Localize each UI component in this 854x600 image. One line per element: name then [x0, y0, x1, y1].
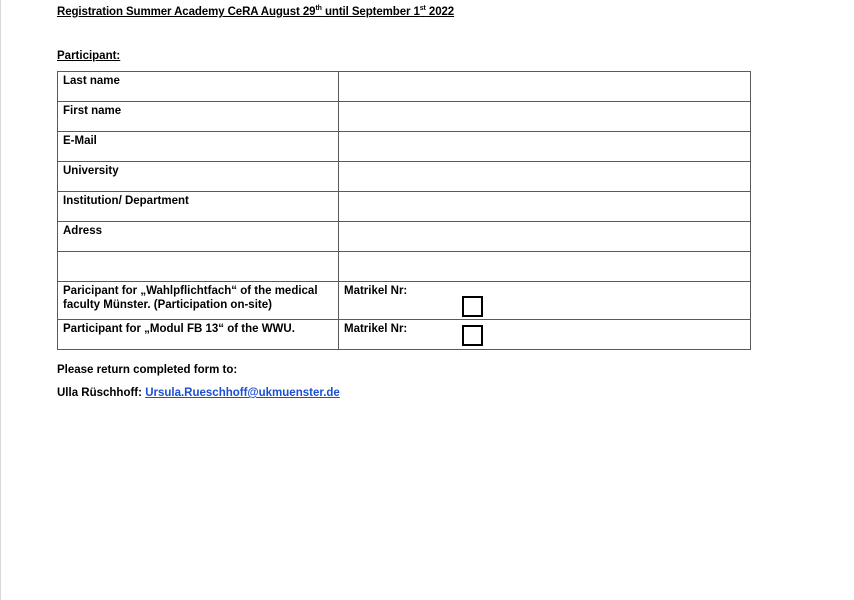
address-label: Adress: [58, 222, 339, 252]
registration-form-table: [57, 71, 751, 350]
page-edge: [0, 0, 1, 600]
contact-line: [57, 387, 340, 399]
contact-email-link[interactable]: Ursula.Rueschhoff@ukmuenster.de: [145, 387, 340, 399]
matrikel-label: Matrikel Nr:: [344, 285, 408, 297]
last-name-label: Last name: [58, 72, 339, 102]
wahlpflichtfach-matrikel-cell[interactable]: [339, 282, 751, 320]
contact-name: Ulla Rüschhoff:: [57, 387, 142, 399]
university-field[interactable]: [339, 162, 751, 192]
institution-label: Institution/ Department: [58, 192, 339, 222]
table-row: [58, 192, 751, 222]
modul-fb13-label-line1: Participant for „Modul FB 13“ of the WWU.: [63, 323, 295, 335]
return-instructions: Please return completed form to:: [57, 364, 238, 376]
document-title: Registration Summer Academy CeRA August 29th until September 1st 2022: [57, 5, 455, 18]
table-row: [58, 320, 751, 350]
institution-field[interactable]: [339, 192, 751, 222]
table-row: [58, 72, 751, 102]
wahlpflichtfach-label-line1: Paricipant for „Wahlpflichtfach“ of the medical: [63, 285, 318, 297]
participant-section-label: Participant:: [57, 50, 121, 62]
first-name-label: First name: [58, 102, 339, 132]
table-row: [58, 252, 751, 282]
email-label: E-Mail: [58, 132, 339, 162]
modul-fb13-option-label: [58, 320, 339, 350]
table-row: [58, 132, 751, 162]
table-row: [58, 282, 751, 320]
university-label: University: [58, 162, 339, 192]
address-continuation-field[interactable]: [339, 252, 751, 282]
address-continuation-label: [58, 252, 339, 282]
modul-fb13-matrikel-cell[interactable]: [339, 320, 751, 350]
table-row: [58, 222, 751, 252]
matrikel-label: Matrikel Nr:: [344, 323, 408, 335]
last-name-field[interactable]: [339, 72, 751, 102]
first-name-field[interactable]: [339, 102, 751, 132]
wahlpflichtfach-option-label: [58, 282, 339, 320]
wahlpflichtfach-label-line2: faculty Münster. (Participation on-site): [63, 299, 272, 311]
address-field[interactable]: [339, 222, 751, 252]
email-field[interactable]: [339, 132, 751, 162]
table-row: [58, 162, 751, 192]
modul-fb13-checkbox[interactable]: [462, 325, 483, 346]
table-row: [58, 102, 751, 132]
wahlpflichtfach-checkbox[interactable]: [462, 296, 483, 317]
